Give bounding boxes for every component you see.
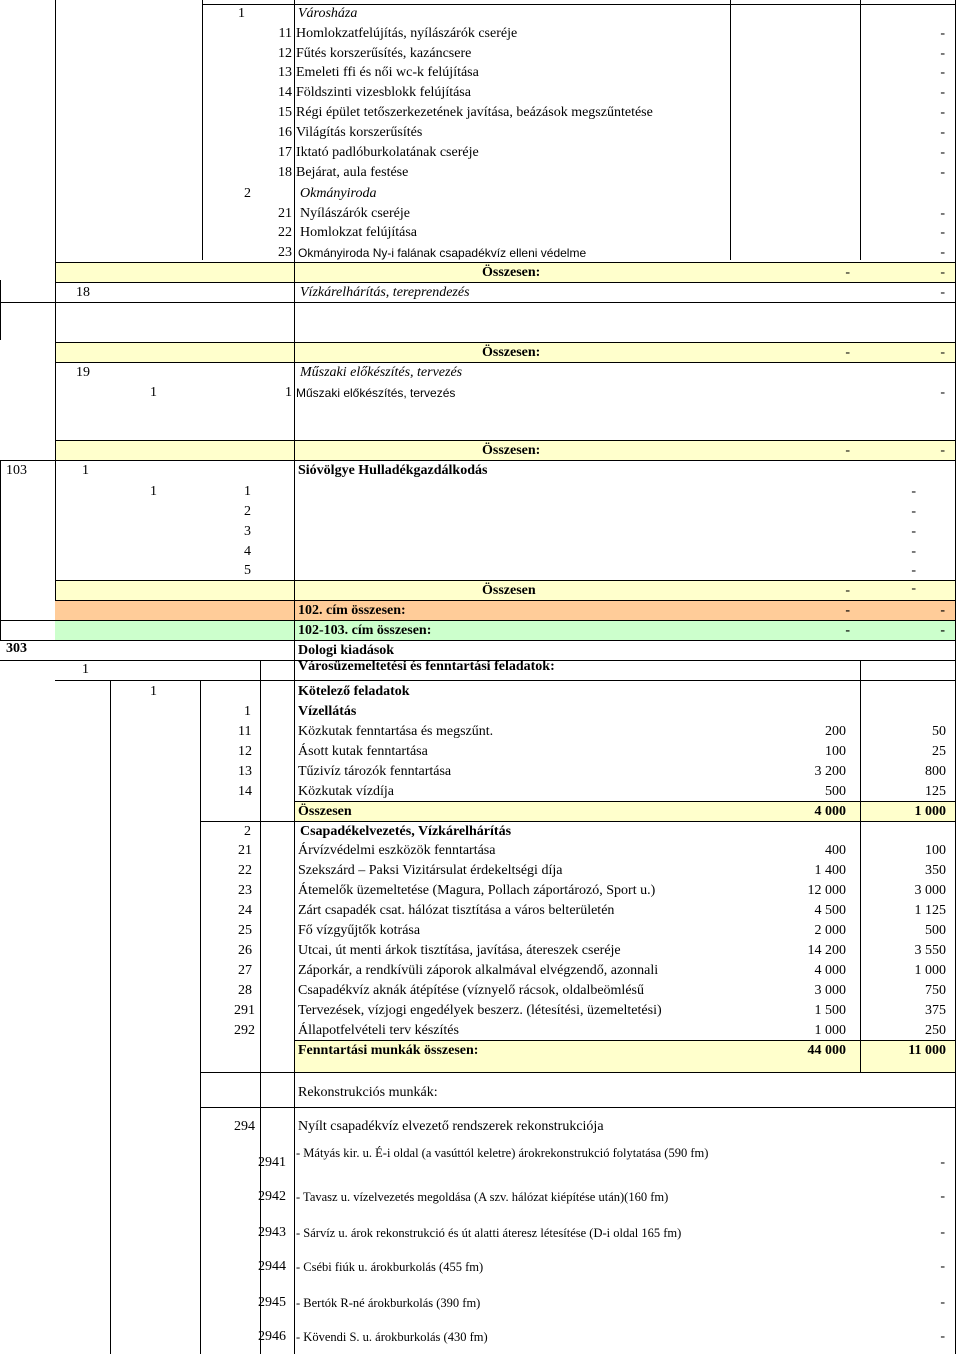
grid-line	[0, 460, 956, 461]
item-number: 3	[244, 524, 251, 539]
grid-line	[55, 440, 956, 441]
grid-line	[0, 640, 956, 641]
item-value-a: 4 500	[814, 903, 846, 918]
total-value-a: 44 000	[807, 1043, 846, 1058]
total-row-bg	[294, 801, 955, 821]
item-value: -	[911, 544, 916, 559]
item-number: 21	[238, 843, 252, 858]
item-number: 26	[238, 943, 252, 958]
total-value-b: 1 000	[914, 804, 946, 819]
section-title: Vízkárelhárítás, tereprendezés	[300, 285, 470, 300]
item-number: 27	[238, 963, 252, 978]
item-label: Iktató padlóburkolatának cseréje	[296, 145, 479, 160]
item-number: 2943	[258, 1225, 286, 1240]
sub-number: 1	[150, 385, 157, 400]
item-value: -	[940, 1259, 945, 1274]
sub-number: 1	[150, 684, 157, 699]
grid-line	[55, 680, 956, 681]
item-value: -	[940, 165, 945, 180]
item-number: 22	[278, 225, 292, 240]
item-label: Fűtés korszerűsítés, kazáncsere	[296, 46, 472, 61]
item-value: -	[940, 85, 945, 100]
grand-total-value-b: -	[940, 623, 945, 638]
item-number: 2944	[258, 1259, 286, 1274]
item-value: -	[940, 145, 945, 160]
item-label: Közkutak vízdíja	[298, 784, 395, 799]
item-number: 14	[238, 784, 252, 799]
item-value-b: 3 000	[914, 883, 946, 898]
grid-line	[294, 801, 956, 802]
grid-line	[202, 0, 203, 260]
item-value: -	[940, 245, 945, 260]
item-label: Szekszárd – Paksi Vizitársulat érdekeltségi díja	[298, 863, 563, 878]
section-title: Sióvölgye Hulladékgazdálkodás	[298, 463, 488, 478]
item-number: 12	[278, 46, 292, 61]
sub-number: 1	[150, 484, 157, 499]
section-number: 18	[76, 285, 90, 300]
subtotal-value-a: -	[845, 603, 850, 618]
item-number: 25	[238, 923, 252, 938]
item-number: 292	[234, 1023, 255, 1038]
item-value-b: 3 550	[914, 943, 946, 958]
grid-line	[955, 0, 956, 1354]
subtotal-label: 102. cím összesen:	[298, 603, 406, 618]
item-label: Közkutak fenntartása és megszűnt.	[298, 724, 494, 739]
item-value: -	[940, 1225, 945, 1240]
item-label: Záporkár, a rendkívüli záporok alkalmával elvégzendő, azonnali	[298, 963, 659, 978]
item-label: Régi épület tetőszerkezetének javítása, beázások megszűntetése	[296, 105, 653, 120]
total-value-a: -	[845, 345, 850, 360]
item-number: 11	[278, 26, 292, 41]
total-label: Fenntartási munkák összesen:	[298, 1043, 479, 1058]
total-value-b: -	[940, 345, 945, 360]
item-number: 1	[244, 484, 251, 499]
item-number: 14	[278, 85, 292, 100]
item-label: Állapotfelvételi terv készítés	[298, 1023, 459, 1038]
grid-line	[55, 580, 956, 581]
grid-line	[260, 660, 261, 1354]
grid-line	[55, 262, 956, 263]
section-title: Nyílt csapadékvíz elvezető rendszerek rekonstrukciója	[298, 1119, 604, 1134]
item-label: Nyílászárók cseréje	[300, 206, 410, 221]
total-label: Összesen:	[482, 265, 541, 280]
item-number: 13	[238, 764, 252, 779]
grid-line	[0, 620, 956, 621]
item-value: -	[940, 225, 945, 240]
section-title: Műszaki előkészítés, tervezés	[300, 365, 463, 380]
item-label: Okmányiroda Ny-i falának csapadékvíz elleni védelme	[298, 246, 587, 260]
item-value: -	[940, 125, 945, 140]
item-label: - Csébi fiúk u. árokburkolás (455 fm)	[296, 1260, 484, 1274]
item-value-b: 350	[925, 863, 946, 878]
item-value: -	[940, 1329, 945, 1344]
total-value-b: 11 000	[908, 1043, 946, 1058]
item-value-a: 4 000	[814, 963, 846, 978]
section-number: 103	[6, 463, 27, 478]
grid-line	[860, 0, 861, 260]
total-value-b: -	[911, 581, 916, 596]
item-value-b: 500	[925, 923, 946, 938]
sub-number: 2	[244, 824, 251, 839]
item-number: 1	[285, 385, 292, 400]
item-number: 11	[238, 724, 252, 739]
section-title: Dologi kiadások	[298, 643, 395, 658]
item-value-a: 3 000	[814, 983, 846, 998]
item-label: Tűzivíz tározók fenntartása	[298, 764, 452, 779]
item-value-b: 800	[925, 764, 946, 779]
total-label: Összesen:	[482, 345, 541, 360]
item-value-b: 250	[925, 1023, 946, 1038]
item-label: Műszaki előkészítés, tervezés	[296, 386, 456, 400]
section-title: Kötelező feladatok	[298, 684, 410, 699]
item-number: 13	[278, 65, 292, 80]
grid-line	[294, 1040, 956, 1041]
sub-number: 1	[82, 662, 89, 677]
item-value-b: 375	[925, 1003, 946, 1018]
item-value-a: 2 000	[814, 923, 846, 938]
item-number: 23	[278, 245, 292, 260]
section-label: Rekonstrukciós munkák:	[298, 1085, 438, 1100]
item-value-a: 100	[825, 744, 846, 759]
grid-line	[55, 362, 956, 363]
sub-number: 1	[82, 463, 89, 478]
grid-line	[200, 680, 201, 1354]
item-value-a: 3 200	[814, 764, 846, 779]
grand-total-value-a: -	[845, 623, 850, 638]
grid-line	[200, 1107, 956, 1108]
item-value: -	[940, 46, 945, 61]
item-number: 2942	[258, 1189, 286, 1204]
item-label: Homlokzat felújítása	[300, 225, 418, 240]
section-title: Vízellátás	[298, 704, 357, 719]
item-label: - Bertók R-né árokburkolás (390 fm)	[296, 1296, 481, 1310]
item-label: Fő vízgyűjtők kotrása	[298, 923, 421, 938]
item-number: 16	[278, 125, 292, 140]
item-value-a: 400	[825, 843, 846, 858]
item-label: - Sárvíz u. árok rekonstrukció és út alatti áteresz létesítése (D-i oldal 165 fm)	[296, 1226, 682, 1240]
item-number: 17	[278, 145, 292, 160]
item-number: 4	[244, 544, 251, 559]
item-number: 2946	[258, 1329, 286, 1344]
item-value-a: 1 000	[814, 1023, 846, 1038]
grid-line	[0, 460, 1, 640]
total-value-a: -	[845, 265, 850, 280]
item-number: 24	[238, 903, 252, 918]
item-value-b: 1 000	[914, 963, 946, 978]
item-label: - Kövendi S. u. árokburkolás (430 fm)	[296, 1330, 488, 1344]
item-number: 2945	[258, 1295, 286, 1310]
total-label: Összesen	[298, 804, 352, 819]
total-value-a: 4 000	[814, 804, 846, 819]
grid-line	[200, 1072, 956, 1073]
section-title: Városüzemeltetési és fenntartási feladatok:	[298, 659, 555, 674]
item-value: -	[911, 504, 916, 519]
item-value: -	[940, 285, 945, 300]
item-label: Csapadékvíz aknák átépítése (víznyelő rácsok, oldalbeömlésű	[298, 983, 644, 998]
item-value-b: 1 125	[914, 903, 946, 918]
item-label: - Tavasz u. vízelvezetés megoldása (A szv. hálózat kiépítése után)(160 fm)	[296, 1190, 669, 1204]
item-number: 28	[238, 983, 252, 998]
item-value: -	[940, 1189, 945, 1204]
item-value-a: 12 000	[807, 883, 846, 898]
subtotal-value-b: -	[940, 603, 945, 618]
item-value-b: 125	[925, 784, 946, 799]
item-value: -	[940, 206, 945, 221]
total-label: Összesen	[482, 583, 536, 598]
item-label: Emeleti ffi és női wc-k felújítása	[296, 65, 479, 80]
item-value-b: 25	[932, 744, 946, 759]
item-label: Világítás korszerűsítés	[296, 125, 423, 140]
item-label: Árvízvédelmi eszközök fenntartása	[298, 843, 496, 858]
item-label: Ásott kutak fenntartása	[298, 744, 428, 759]
item-number: 291	[234, 1003, 255, 1018]
item-number: 12	[238, 744, 252, 759]
item-value: -	[911, 524, 916, 539]
total-label: Összesen:	[482, 443, 541, 458]
item-value-a: 200	[825, 724, 846, 739]
item-value-b: 100	[925, 843, 946, 858]
item-value: -	[940, 385, 945, 400]
item-label: Tervezések, vízjogi engedélyek beszerz. (létesítési, üzemeltetési)	[298, 1003, 662, 1018]
total-value-b: -	[940, 265, 945, 280]
item-value-a: 14 200	[807, 943, 846, 958]
section-number: 19	[76, 365, 90, 380]
item-value-a: 1 500	[814, 1003, 846, 1018]
grid-line	[55, 282, 956, 283]
item-number: 5	[244, 563, 251, 578]
section-title: Okmányiroda	[300, 186, 377, 201]
item-label: Átemelők üzemeltetése (Magura, Pollach záportározó, Sport u.)	[298, 883, 656, 898]
item-number: 18	[278, 165, 292, 180]
grid-line	[294, 0, 295, 1354]
total-value-a: -	[845, 583, 850, 598]
item-value: -	[940, 1155, 945, 1170]
section-title: Csapadékelvezetés, Vízkárelhárítás	[300, 824, 512, 839]
item-number: 22	[238, 863, 252, 878]
item-value: -	[940, 1295, 945, 1310]
grid-line	[202, 4, 956, 5]
grid-line	[0, 280, 1, 340]
item-label: Zárt csapadék csat. hálózat tisztítása a város belterületén	[298, 903, 615, 918]
section-number: 2	[244, 186, 251, 201]
item-label: Földszinti vizesblokk felújítása	[296, 85, 471, 100]
item-value-a: 500	[825, 784, 846, 799]
item-label: Bejárat, aula festése	[296, 165, 409, 180]
sub-number: 1	[244, 704, 251, 719]
grid-line	[200, 821, 956, 822]
item-value: -	[911, 563, 916, 578]
section-number: 1	[238, 6, 245, 21]
item-label: Utcai, út menti árkok tisztítása, javítása, átereszek cseréje	[298, 943, 621, 958]
item-value: -	[911, 484, 916, 499]
item-value-a: 1 400	[814, 863, 846, 878]
grid-line	[730, 0, 731, 260]
item-value: -	[940, 65, 945, 80]
grid-line	[0, 302, 956, 303]
item-value-b: 750	[925, 983, 946, 998]
item-value: -	[940, 105, 945, 120]
section-number: 303	[6, 641, 27, 656]
grand-total-label: 102-103. cím összesen:	[298, 623, 432, 638]
item-value: -	[940, 26, 945, 41]
total-value-b: -	[940, 443, 945, 458]
grid-line	[55, 342, 956, 343]
item-number: 23	[238, 883, 252, 898]
grid-line	[55, 600, 956, 601]
item-number: 294	[234, 1119, 255, 1134]
item-number: 15	[278, 105, 292, 120]
item-number: 2941	[258, 1155, 286, 1170]
item-value-b: 50	[932, 724, 946, 739]
section-title: Városháza	[298, 6, 358, 21]
item-label: - Mátyás kir. u. É-i oldal (a vasúttól keletre) árokrekonstrukció folytatása (590 fm)	[296, 1146, 709, 1160]
item-number: 2	[244, 504, 251, 519]
grid-line	[110, 680, 111, 1354]
grid-line	[55, 0, 56, 600]
total-value-a: -	[845, 443, 850, 458]
item-number: 21	[278, 206, 292, 221]
item-label: Homlokzatfelújítás, nyílászárók cseréje	[296, 26, 518, 41]
